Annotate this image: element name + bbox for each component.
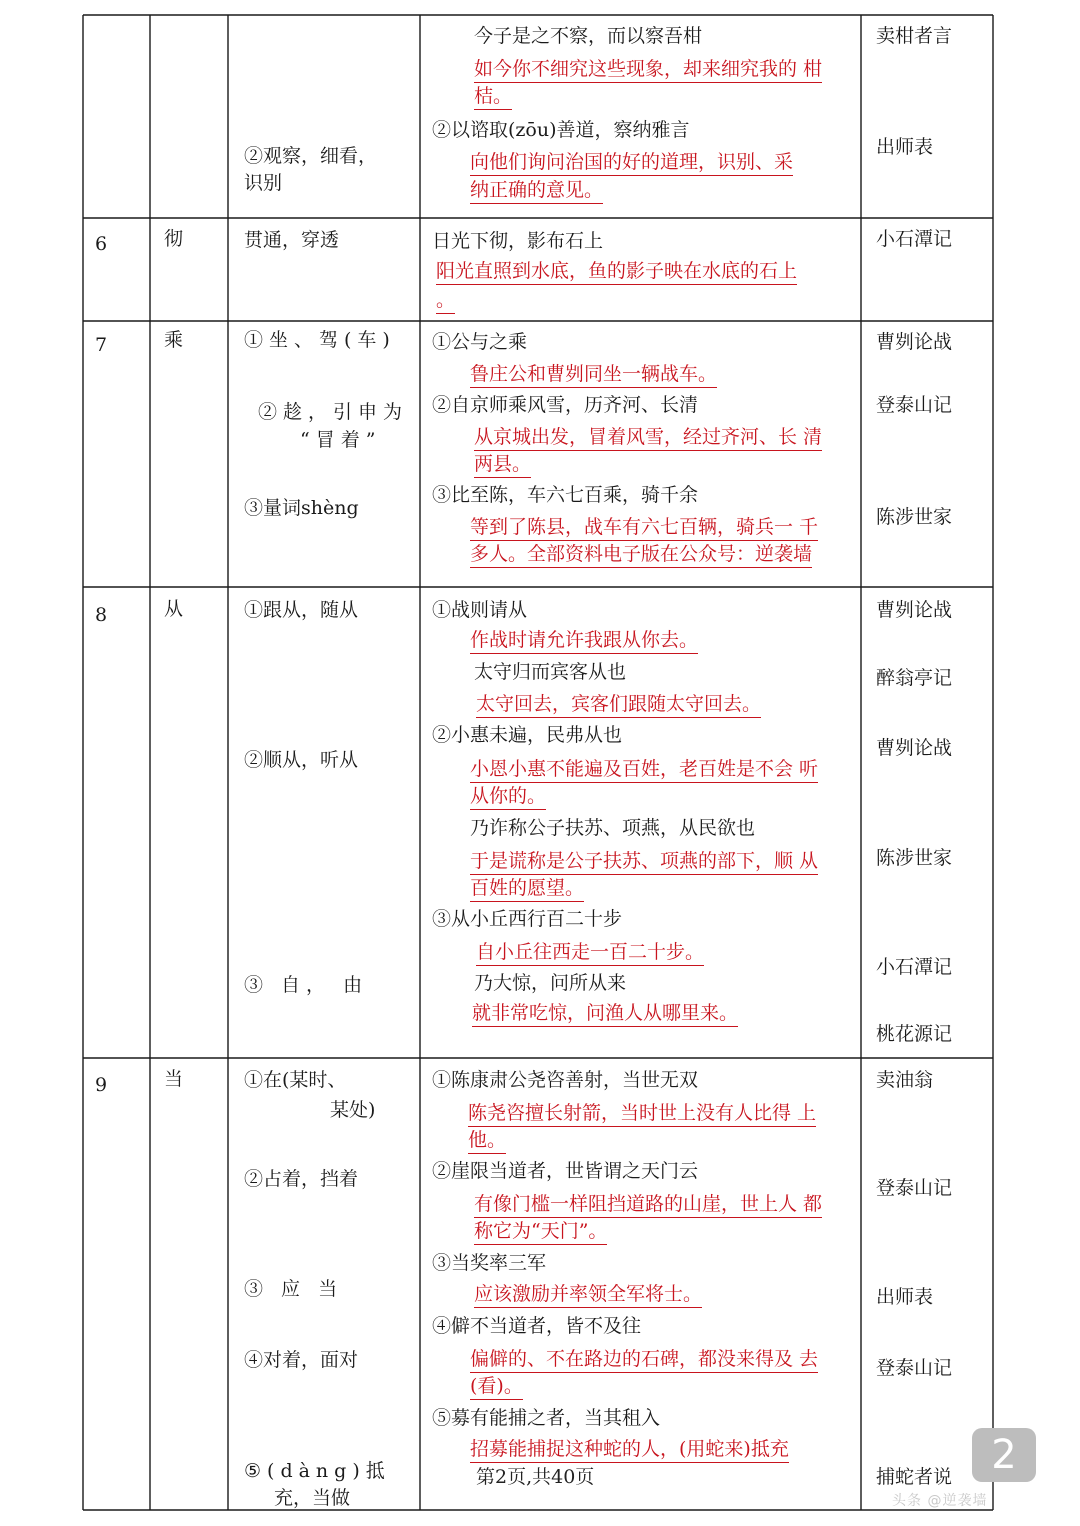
translation-text: 于是谎称是公子扶苏、项燕的部下，顺 从 [470, 849, 818, 875]
meaning-text: “冒着” [300, 429, 382, 451]
translation-text: 就非常吃惊，问渔人从哪里来。 [472, 1001, 738, 1027]
source-text: 出师表 [876, 1286, 934, 1308]
translation-text: 太守回去，宾客们跟随太守回去。 [476, 692, 761, 718]
translation-text: 作战时请允许我跟从你去。 [470, 628, 698, 654]
source-text: 捕蛇者说 [876, 1466, 953, 1488]
source-text: 小石潭记 [876, 956, 953, 978]
source-text: 曹刿论战 [876, 737, 953, 759]
translation-text: 有像门槛一样阻挡道路的山崖，世上人 都 [474, 1192, 822, 1218]
translation-text: (看)。 [470, 1374, 523, 1400]
source-text: 出师表 [876, 136, 934, 158]
entry-character: 从 [164, 598, 184, 620]
translation-text: 偏僻的、不在路边的石碑，都没来得及 去 [470, 1347, 818, 1373]
example-sentence: 太守归而宾客从也 [474, 661, 627, 683]
translation-text: 他。 [468, 1128, 506, 1154]
meaning-text: ③量词shèng [244, 497, 359, 519]
meaning-text: ③ 应 当 [244, 1278, 344, 1300]
example-sentence: ⑤募有能捕之者，当其租入 [432, 1407, 661, 1429]
source-text: 卖油翁 [876, 1069, 934, 1091]
source-text: 小石潭记 [876, 228, 953, 250]
meaning-text: ⑤(dàng)抵 [244, 1460, 391, 1482]
meaning-text: ②占着，挡着 [244, 1168, 359, 1190]
source-text: 陈涉世家 [876, 847, 953, 869]
example-sentence: ④僻不当道者，皆不及往 [432, 1315, 642, 1337]
page-footer: 第2页,共40页 [476, 1466, 595, 1488]
example-sentence: ②小惠未遍，民弗从也 [432, 724, 623, 746]
example-sentence: 乃大惊，问所从来 [474, 972, 627, 994]
translation-text: 阳光直照到水底，鱼的影子映在水底的石上 [436, 259, 797, 285]
source-text: 曹刿论战 [876, 331, 953, 353]
example-sentence: ③当奖率三军 [432, 1252, 547, 1274]
example-sentence: ①战则请从 [432, 599, 528, 621]
meaning-text: ③ 自， 由 [244, 974, 369, 996]
entry-number: 8 [95, 604, 108, 626]
translation-text: 陈尧咨擅长射箭，当时世上没有人比得 上 [468, 1101, 816, 1127]
translation-text: 鲁庄公和曹刿同坐一辆战车。 [470, 362, 717, 388]
meaning-text: 贯通，穿透 [244, 229, 340, 251]
example-sentence: ①陈康肃公尧咨善射，当世无双 [432, 1069, 699, 1091]
watermark: 头条 @逆袭墙 [892, 1493, 988, 1509]
translation-text: 应该激励并率领全军将士。 [474, 1282, 702, 1308]
example-sentence: 乃诈称公子扶苏、项燕，从民欲也 [470, 817, 756, 839]
translation-text: 招募能捕捉这种蛇的人，(用蛇来)抵充 [470, 1437, 789, 1463]
example-sentence: ②自京师乘风雪，历齐河、长清 [432, 394, 699, 416]
example-sentence: ②以谘取(zōu)善道，察纳雅言 [432, 119, 690, 141]
source-text: 登泰山记 [876, 394, 953, 416]
translation-text: 从京城出发，冒着风雪，经过齐河、长 清 [474, 425, 822, 451]
translation-text: 两县。 [474, 452, 531, 478]
translation-text: 小恩小惠不能遍及百姓，老百姓是不会 听 [470, 757, 818, 783]
entry-number: 6 [95, 233, 108, 255]
meaning-text: ④对着，面对 [244, 1349, 359, 1371]
source-text: 桃花源记 [876, 1023, 953, 1045]
meaning-text: ①在(某时、 [244, 1069, 347, 1091]
meaning-text: 某处) [330, 1099, 376, 1121]
entry-character: 乘 [164, 329, 184, 351]
source-text: 登泰山记 [876, 1357, 953, 1379]
translation-text: 从你的。 [470, 784, 546, 810]
translation-text: 如今你不细究这些现象，却来细究我的 柑 [474, 57, 822, 83]
example-sentence: 日光下彻，影布石上 [432, 230, 604, 252]
entry-number: 7 [95, 334, 108, 356]
translation-text: 自小丘往西走一百二十步。 [476, 940, 704, 966]
translation-text: 纳正确的意见。 [470, 178, 603, 204]
meaning-text: ①跟从，随从 [244, 599, 359, 621]
entry-character: 彻 [164, 228, 184, 250]
source-text: 登泰山记 [876, 1177, 953, 1199]
meaning-text: 充，当做 [274, 1487, 351, 1509]
translation-text: 向他们询问治国的好的道理，识别、采 [470, 150, 793, 176]
translation-text: 。 [436, 288, 455, 314]
example-sentence: 今子是之不察，而以察吾柑 [474, 25, 703, 47]
source-text: 曹刿论战 [876, 599, 953, 621]
translation-text: 称它为“天门”。 [474, 1219, 607, 1245]
example-sentence: ①公与之乘 [432, 331, 528, 353]
entry-character: 当 [164, 1068, 184, 1090]
entry-number: 9 [95, 1074, 108, 1096]
meaning-text: ②趁，引申为 [258, 401, 409, 423]
translation-text: 多人。全部资料电子版在公众号：逆袭墙 [470, 542, 812, 568]
translation-text: 百姓的愿望。 [470, 876, 584, 902]
meaning-text: ②顺从，听从 [244, 749, 359, 771]
example-sentence: ③比至陈，车六七百乘，骑千余 [432, 484, 699, 506]
translation-text: 桔。 [474, 84, 512, 110]
example-sentence: ③从小丘西行百二十步 [432, 908, 623, 930]
example-sentence: ②崖限当道者，世皆谓之天门云 [432, 1160, 699, 1182]
meaning-text: ②观察，细看， [244, 145, 378, 167]
meaning-text: 识别 [244, 172, 283, 194]
page-number-badge: 2 [972, 1428, 1036, 1482]
source-text: 卖柑者言 [876, 25, 953, 47]
source-text: 陈涉世家 [876, 506, 953, 528]
meaning-text: ①坐、驾(车) [244, 329, 396, 351]
source-text: 醉翁亭记 [876, 667, 953, 689]
translation-text: 等到了陈县，战车有六七百辆，骑兵一 千 [470, 515, 818, 541]
